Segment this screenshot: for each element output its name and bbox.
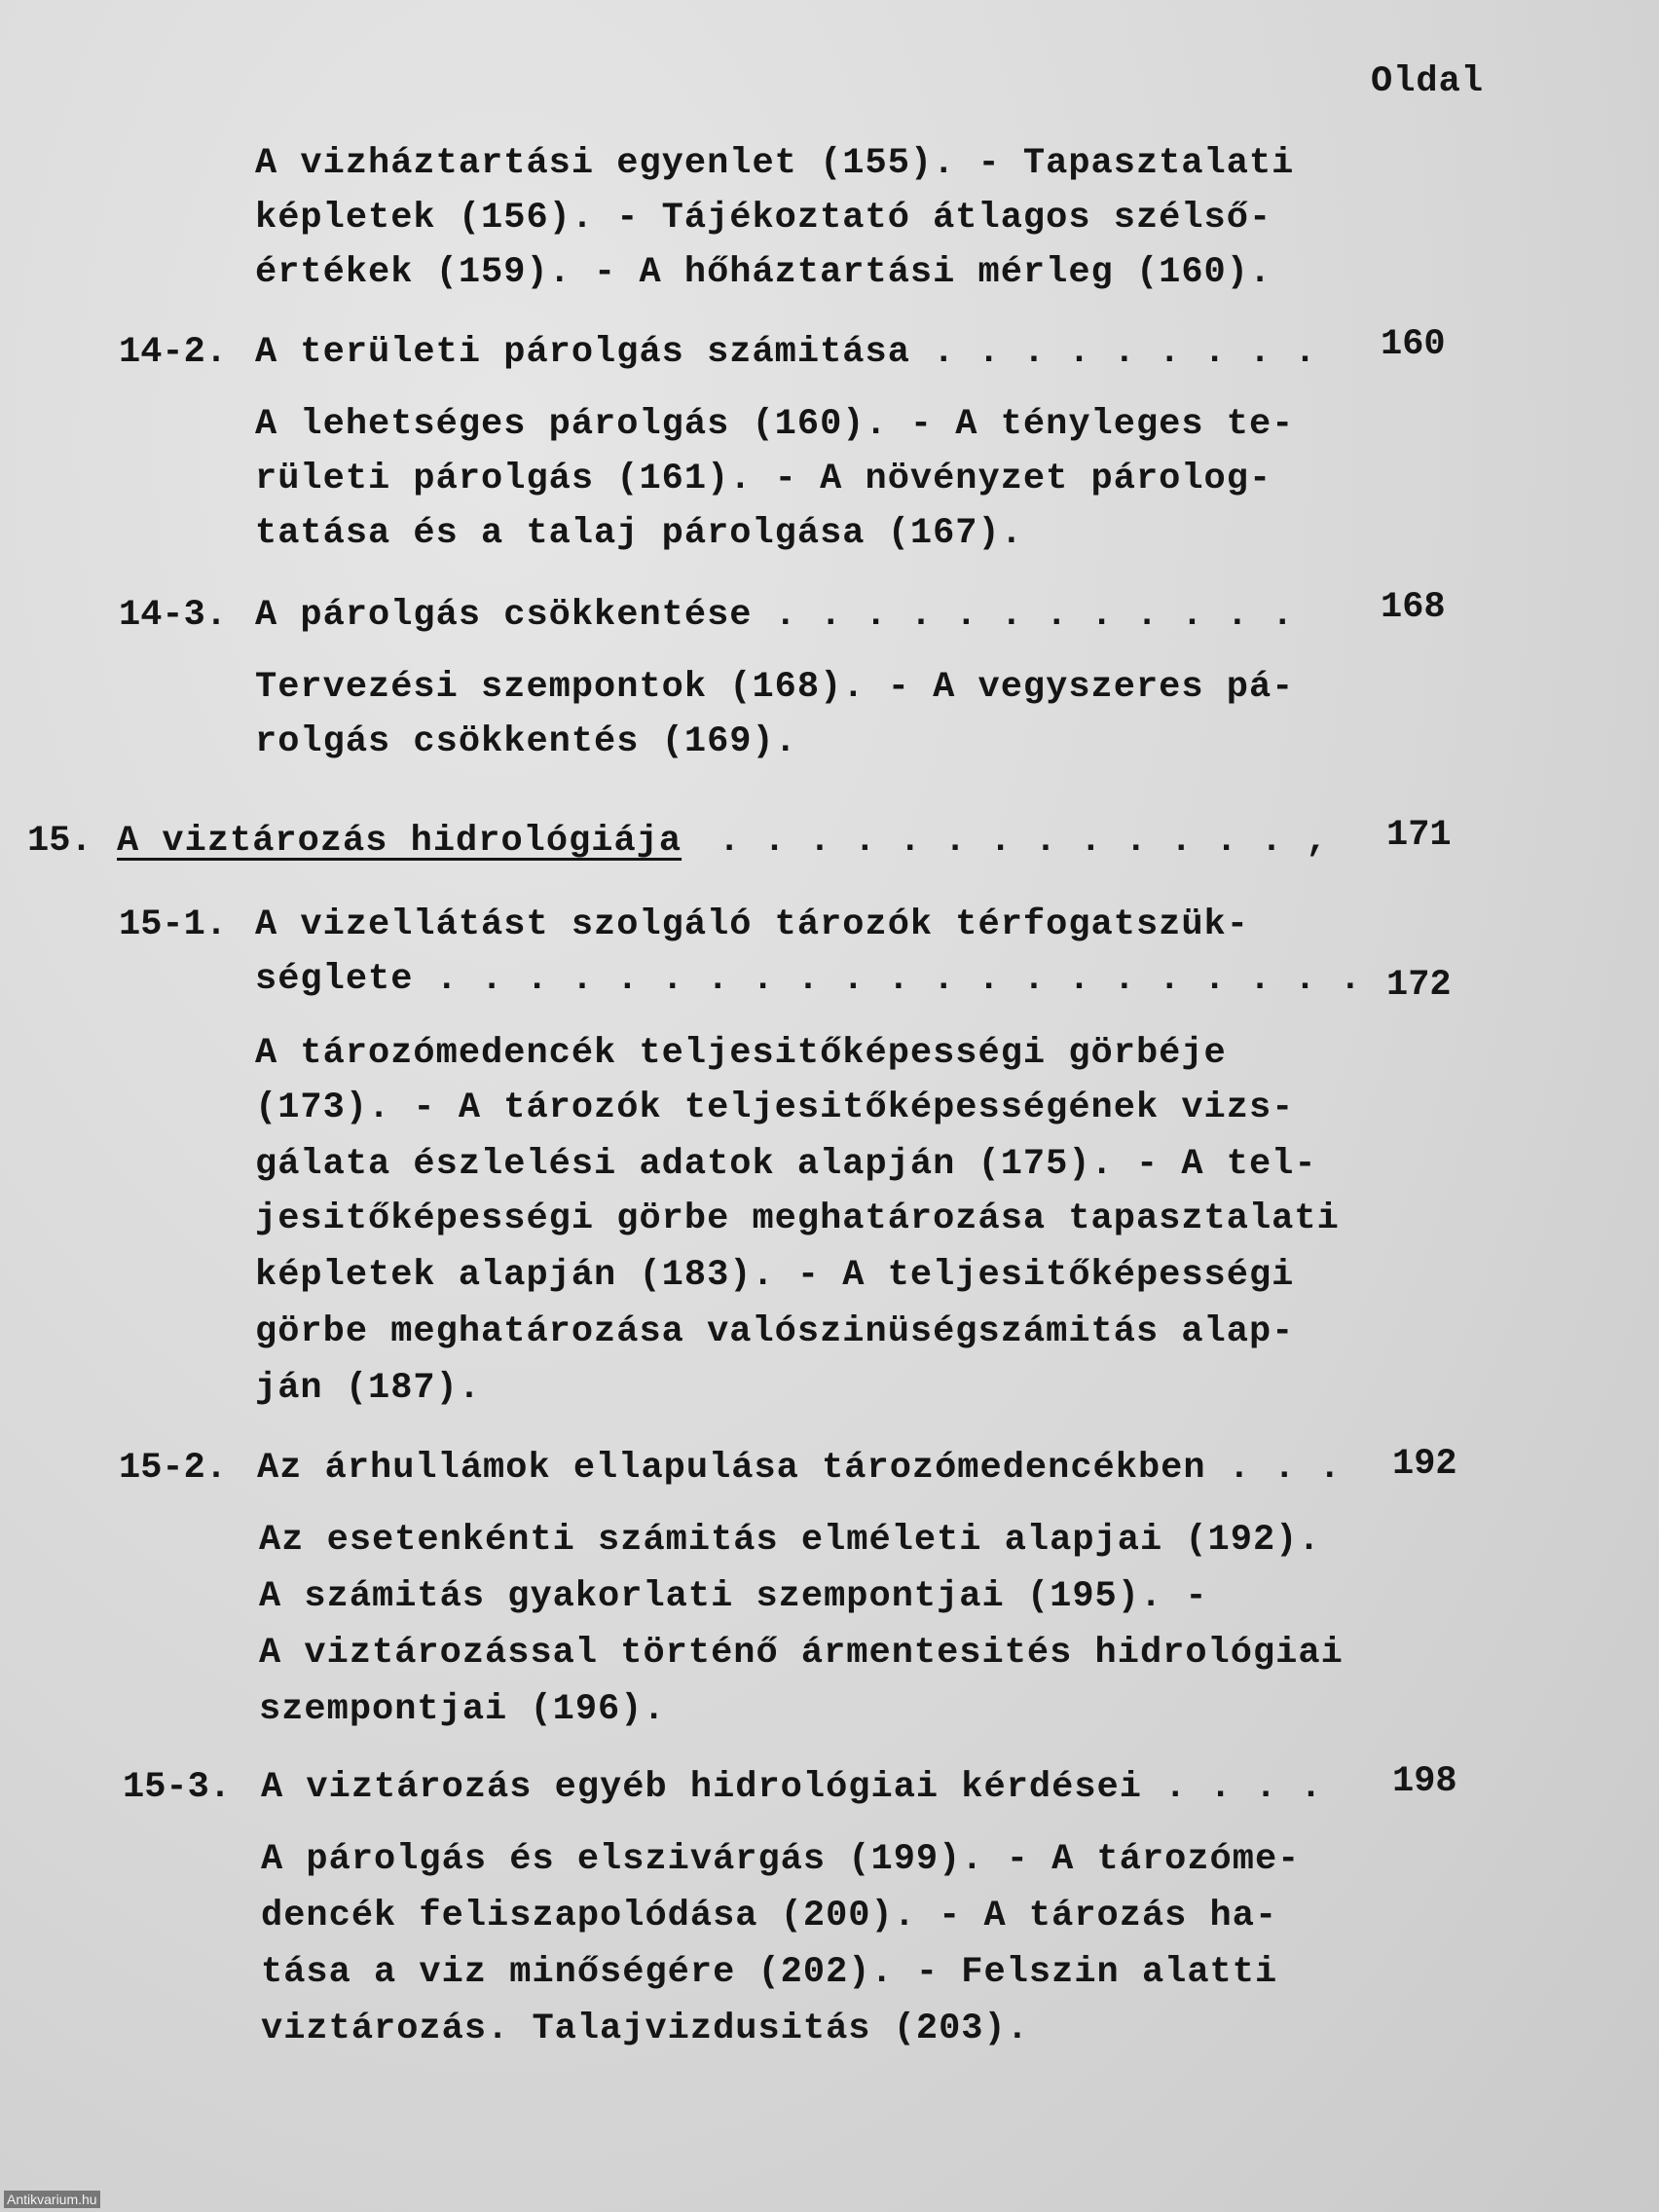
body-line: A lehetséges párolgás (160). - A tényleges te- [255, 404, 1295, 445]
body-line: A viztározással történő ármentesités hidrológiai [259, 1633, 1344, 1674]
page-number: 168 [1381, 587, 1446, 628]
body-line: jesitőképességi görbe meghatározása tapasztalati [255, 1198, 1340, 1239]
body-line: képletek alapján (183). - A teljesitőképességi [255, 1255, 1295, 1296]
section-number: 14-3. [119, 595, 228, 636]
body-line: értékek (159). - A hőháztartási mérleg (160). [255, 252, 1272, 293]
section-title: A viztározás egyéb hidrológiai kérdései . . . . [261, 1767, 1323, 1808]
section-number: 14-2. [119, 332, 228, 373]
section-title: A vizellátást szolgáló tározók térfogatszük- [255, 904, 1249, 945]
page-number: 171 [1386, 815, 1452, 856]
body-line: A párolgás és elszivárgás (199). - A tározóme- [261, 1839, 1301, 1880]
section-number: 15-3. [123, 1767, 232, 1808]
section-title: séglete . . . . . . . . . . . . . . . . . . . . . [255, 959, 1362, 1000]
body-line: (173). - A tározók teljesitőképességének vizs- [255, 1088, 1295, 1128]
body-line: Tervezési szempontok (168). - A vegyszeres pá- [255, 667, 1295, 708]
body-line: dencék feliszapolódása (200). - A tározás ha- [261, 1896, 1278, 1936]
body-line: A tározómedencék teljesitőképességi görbéje [255, 1033, 1227, 1074]
body-line: rületi párolgás (161). - A növényzet párolog- [255, 459, 1272, 499]
page-column-heading: Oldal [1371, 61, 1485, 102]
body-line: tása a viz minőségére (202). - Felszin alatti [261, 1952, 1278, 1993]
page-number: 192 [1392, 1444, 1457, 1485]
body-line: ján (187). [255, 1368, 482, 1409]
body-line: tatása és a talaj párolgása (167). [255, 513, 1023, 554]
body-line: Az esetenkénti számitás elméleti alapjai (192). [259, 1520, 1321, 1561]
body-line: görbe meghatározása valószinüségszámitás alap- [255, 1311, 1295, 1352]
chapter-title: A viztározás hidrológiája [117, 821, 682, 862]
body-line: gálata észlelési adatok alapján (175). - A tel- [255, 1144, 1317, 1185]
watermark: Antikvarium.hu [4, 2191, 100, 2208]
body-line: szempontjai (196). [259, 1689, 666, 1730]
body-line: képletek (156). - Tájékoztató átlagos szélső- [255, 198, 1272, 239]
section-title: Az árhullámok ellapulása tározómedencékben . . . [257, 1448, 1342, 1489]
section-number: 15-2. [119, 1448, 228, 1489]
section-title: A párolgás csökkentése . . . . . . . . . . . . [255, 595, 1295, 636]
body-line: A számitás gyakorlati szempontjai (195). - [259, 1576, 1208, 1617]
body-line: rolgás csökkentés (169). [255, 721, 797, 762]
body-line: A vizháztartási egyenlet (155). - Tapasztalati [255, 143, 1295, 184]
section-number: 15-1. [119, 904, 228, 945]
section-title: A területi párolgás számitása . . . . . . . . . [255, 332, 1317, 373]
page-number: 160 [1381, 324, 1446, 365]
page-number: 172 [1386, 965, 1452, 1006]
leader-dots: . . . . . . . . . . . . . , [719, 821, 1329, 862]
page-number: 198 [1392, 1761, 1457, 1802]
chapter-number: 15. [27, 821, 92, 862]
body-line: viztározás. Talajvizdusitás (203). [261, 2009, 1029, 2049]
